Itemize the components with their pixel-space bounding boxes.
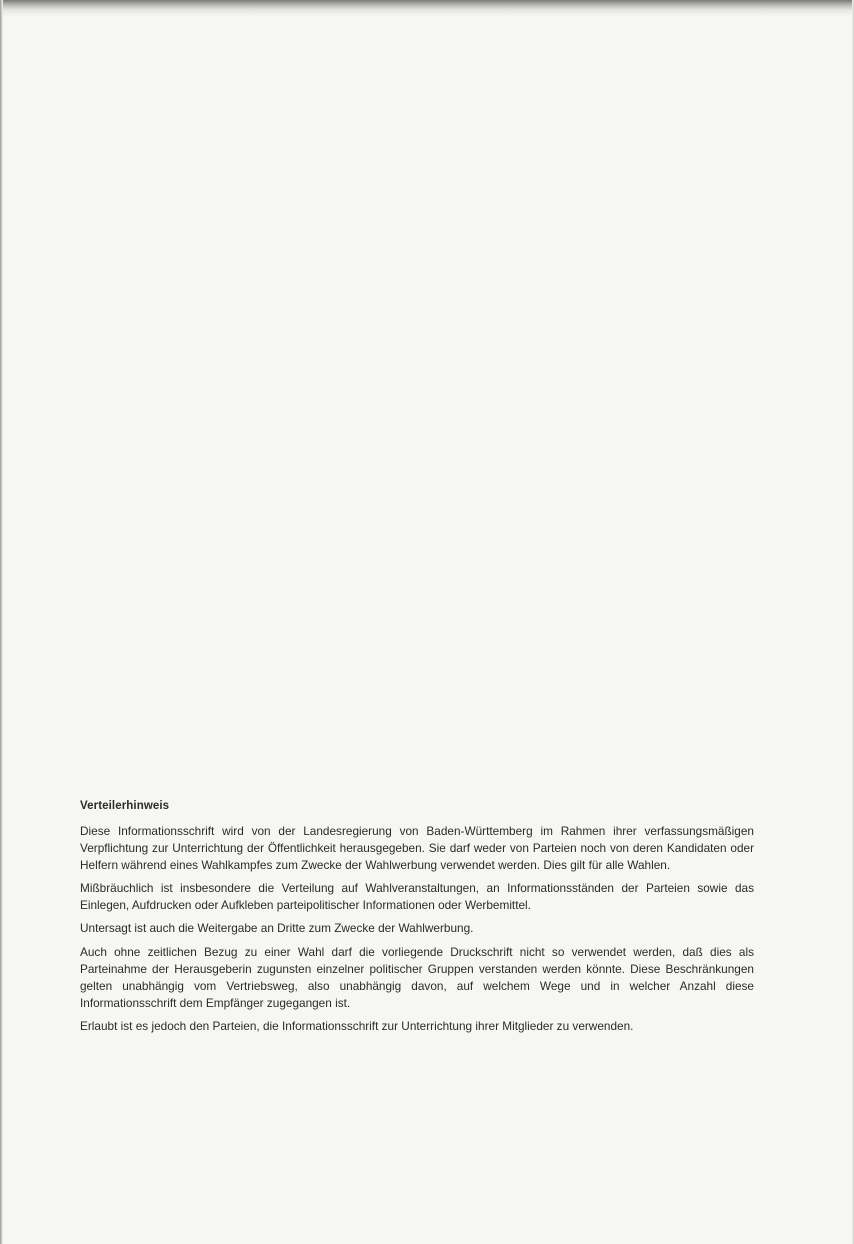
- notice-paragraph-1: Diese Informationsschrift wird von der Landesregierung von Baden-Württemberg im Rahmen ihrer verfassungsmäßigen Verpflichtung zur Unterrichtung der Öffentlichkeit herausgegeben. Sie darf weder von Parteien noch von deren Kandidaten oder Helfern während eines Wahlkampfes zum Zwecke der Wahlwerbung verwendet werden. Dies gilt für alle Wahlen.: [80, 824, 754, 873]
- notice-paragraph-4: Auch ohne zeitlichen Bezug zu einer Wahl darf die vorliegende Druckschrift nicht so verwendet werden, daß dies als Parteinahme der Herausgeberin zugunsten einzelner politischer Gruppen verstanden werden könnte. Diese Beschränkungen gelten unabhängig vom Vertriebsweg, also unabhängig davon, auf welchem Wege und in welcher Anzahl diese Informationsschrift dem Empfänger zugegangen ist.: [80, 944, 754, 1010]
- notice-paragraph-3: Untersagt ist auch die Weitergabe an Dritte zum Zwecke der Wahlwerbung.: [80, 921, 474, 936]
- notice-paragraph-2: Mißbräuchlich ist insbesondere die Verteilung auf Wahlveranstaltungen, an Informationsständen der Parteien sowie das Einlegen, Aufdrucken oder Aufkleben parteipolitischer Informationen oder Werbemittel.: [80, 881, 754, 913]
- scan-left-edge: [0, 0, 3, 1244]
- notice-paragraph-5: Erlaubt ist es jedoch den Parteien, die Informationsschrift zur Unterrichtung ihrer Mitglieder zu verwenden.: [80, 1018, 634, 1033]
- scan-top-edge: [0, 0, 854, 16]
- notice-heading: Verteilerhinweis: [80, 800, 170, 812]
- distribution-notice: [80, 798, 754, 1041]
